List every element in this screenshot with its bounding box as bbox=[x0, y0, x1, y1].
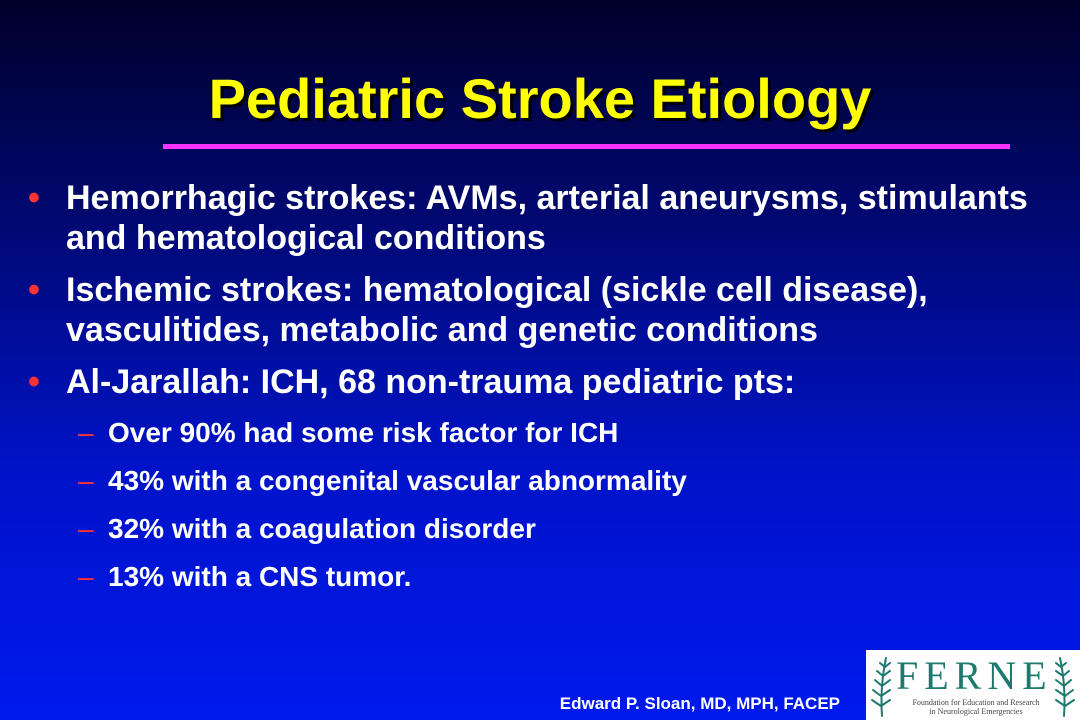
ferne-logo bbox=[866, 650, 1080, 720]
bullet-dot-icon: • bbox=[28, 179, 40, 217]
dash-icon: – bbox=[78, 465, 94, 496]
sub-bullet-item bbox=[28, 512, 1068, 546]
bullet-item-ischemic bbox=[28, 270, 1068, 350]
logo-tagline-line1: Foundation for Education and Research bbox=[912, 698, 1040, 707]
sub-bullet-text: 32% with a coagulation disorder bbox=[108, 513, 536, 544]
bullet-item-al-jarallah bbox=[28, 362, 1068, 402]
bullet-dot-icon: • bbox=[28, 271, 40, 309]
author-credit: Edward P. Sloan, MD, MPH, FACEP bbox=[559, 694, 840, 713]
dash-icon: – bbox=[78, 561, 94, 592]
sub-bullet-item bbox=[28, 464, 1068, 498]
bullet-text: Al-Jarallah: ICH, 68 non-trauma pediatric pts: bbox=[66, 363, 796, 401]
logo-tagline bbox=[906, 698, 1046, 716]
sub-bullet-text: 43% with a congenital vascular abnormality bbox=[108, 465, 687, 496]
bullet-dot-icon: • bbox=[28, 363, 40, 401]
sub-bullet-text: Over 90% had some risk factor for ICH bbox=[108, 417, 619, 448]
slide-content bbox=[28, 178, 1068, 608]
bullet-item-hemorrhagic bbox=[28, 178, 1068, 258]
dash-icon: – bbox=[78, 513, 94, 544]
logo-tagline-line2: in Neurological Emergencies bbox=[929, 707, 1023, 716]
title-underline bbox=[163, 144, 1010, 149]
dash-icon: – bbox=[78, 417, 94, 448]
slide-title: Pediatric Stroke Etiology bbox=[208, 67, 872, 130]
logo-wordmark: FERNE bbox=[896, 653, 1053, 698]
sub-bullet-text: 13% with a CNS tumor. bbox=[108, 561, 412, 592]
bullet-text: Hemorrhagic strokes: AVMs, arterial aneurysms, stimulants and hematological conditions bbox=[66, 179, 1028, 257]
sub-bullet-item bbox=[28, 416, 1068, 450]
sub-bullet-item bbox=[28, 560, 1068, 594]
bullet-text: Ischemic strokes: hematological (sickle cell disease), vasculitides, metabolic and genetic conditions bbox=[66, 271, 928, 349]
